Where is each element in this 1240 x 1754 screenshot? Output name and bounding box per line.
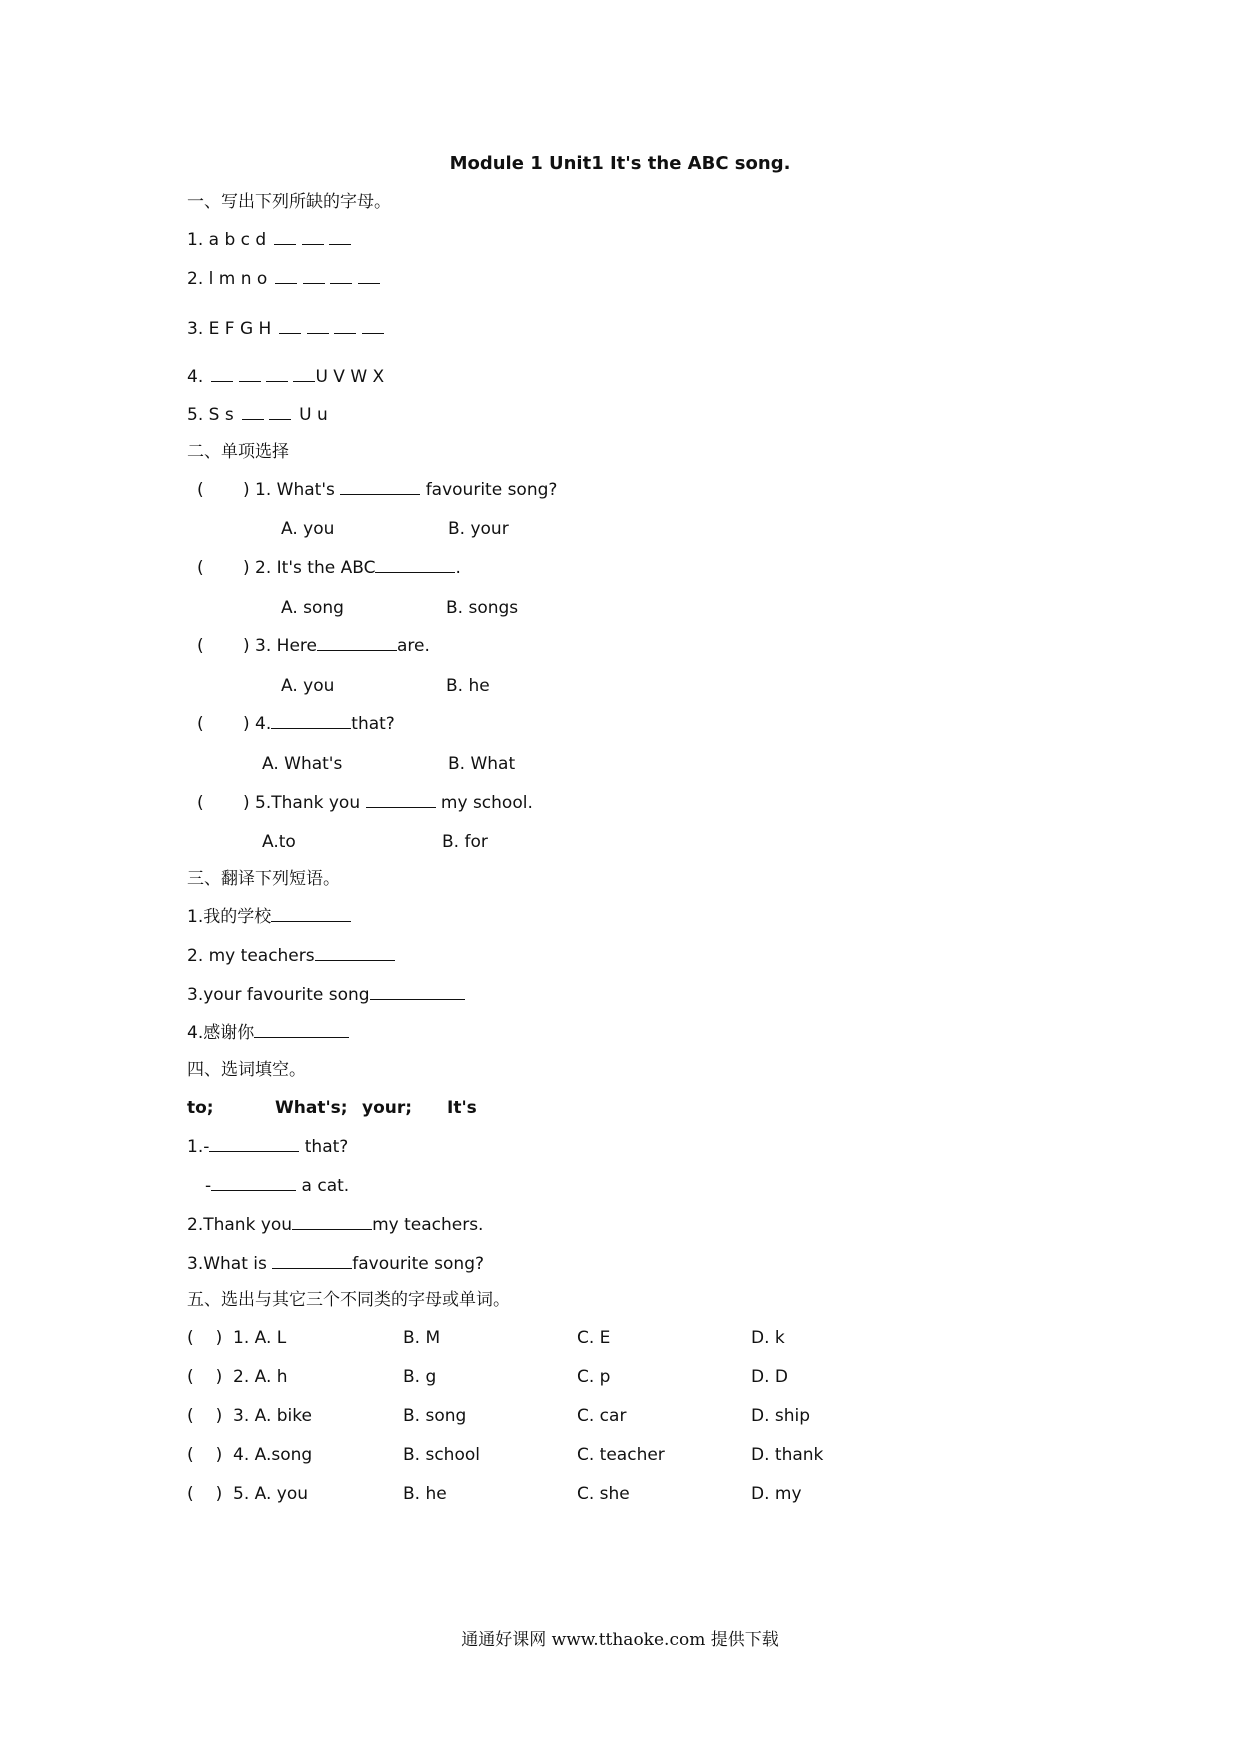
footer-credit: 通通好课网 www.tthaoke.com 提供下载 [461,1630,779,1650]
section-4-heading: 四、选词填空。 [187,1060,306,1080]
s5-row-2-c: C. p [577,1367,611,1387]
s5-row-1-b: B. M [403,1328,441,1348]
s2-q3: ) 3. Here are. [243,636,430,656]
s2-q3-option-b: B. he [446,676,490,696]
s4-word-1: to; [187,1098,214,1118]
s5-row-5-d: D. my [751,1484,802,1504]
s5-row-2-paren: ( ) [187,1367,223,1387]
s5-row-4-c: C. teacher [577,1445,665,1465]
s5-row-1-c: C. E [577,1328,611,1348]
s5-row-5-a: 5. A. you [233,1484,308,1504]
s3-item-3: 3.your favourite song [187,984,465,1006]
s1-item-4: 4. U V W X [187,367,385,387]
s5-row-5-b: B. he [403,1484,447,1504]
s2-q4: ) 4. that? [243,714,395,734]
s5-row-1-paren: ( ) [187,1328,223,1348]
s5-row-3-paren: ( ) [187,1406,223,1426]
s3-item-4: 4.感谢你 [187,1022,349,1044]
s5-row-3-b: B. song [403,1406,467,1426]
s3-item-2: 2. my teachers [187,945,395,967]
s2-q5: ) 5.Thank you my school. [243,793,533,813]
s2-q1-option-b: B. your [448,519,509,539]
page-title: Module 1 Unit1 It's the ABC song. [449,153,791,174]
s4-word-2: What's; [275,1098,348,1118]
s2-q2: ) 2. It's the ABC . [243,558,461,578]
s4-item-3: 3.What is favourite song? [187,1254,485,1274]
s5-row-3-d: D. ship [751,1406,811,1426]
s2-q1: ) 1. What's favourite song? [243,480,558,500]
s4-word-4: It's [447,1098,477,1118]
s2-q1-option-a: A. you [281,519,335,539]
section-1-heading: 一、写出下列所缺的字母。 [187,192,391,212]
section-2-heading: 二、单项选择 [187,442,289,462]
section-5-heading: 五、选出与其它三个不同类的字母或单词。 [187,1290,510,1310]
s1-item-1: 1. a b c d [187,229,351,251]
s2-q5-option-b: B. for [442,832,488,852]
s5-row-4-d: D. thank [751,1445,824,1465]
s2-q4-option-b: B. What [448,754,516,774]
s2-q4-paren: ( [197,714,204,734]
s5-row-2-d: D. D [751,1367,788,1387]
s2-q4-option-a: A. What's [262,754,343,774]
s5-row-4-b: B. school [403,1445,480,1465]
s5-row-1-d: D. k [751,1328,785,1348]
s1-item-3: 3. E F G H [187,318,384,340]
s2-q2-paren: ( [197,558,204,578]
s2-q3-option-a: A. you [281,676,335,696]
s5-row-2-b: B. g [403,1367,437,1387]
s5-row-1-a: 1. A. L [233,1328,287,1348]
s5-row-3-c: C. car [577,1406,627,1426]
s4-word-3: your; [362,1098,413,1118]
s2-q5-paren: ( [197,793,204,813]
s5-row-3-a: 3. A. bike [233,1406,312,1426]
s2-q5-option-a: A.to [262,832,296,852]
s5-row-2-a: 2. A. h [233,1367,288,1387]
s4-item-1: 1.- that? [187,1137,349,1157]
s4-item-2: 2.Thank you my teachers. [187,1215,484,1235]
s2-q2-option-a: A. song [281,598,344,618]
s1-item-2: 2. l m n o [187,268,380,290]
s5-row-4-a: 4. A.song [233,1445,313,1465]
s2-q3-paren: ( [197,636,204,656]
s4-item-1b: - a cat. [205,1176,350,1196]
s3-item-1: 1.我的学校 [187,906,351,928]
section-3-heading: 三、翻译下列短语。 [187,869,340,889]
s1-item-5: 5. S s U u [187,405,328,425]
s2-q2-option-b: B. songs [446,598,519,618]
s5-row-4-paren: ( ) [187,1445,223,1465]
s5-row-5-c: C. she [577,1484,630,1504]
s5-row-5-paren: ( ) [187,1484,223,1504]
s2-q1-paren: ( [197,480,204,500]
